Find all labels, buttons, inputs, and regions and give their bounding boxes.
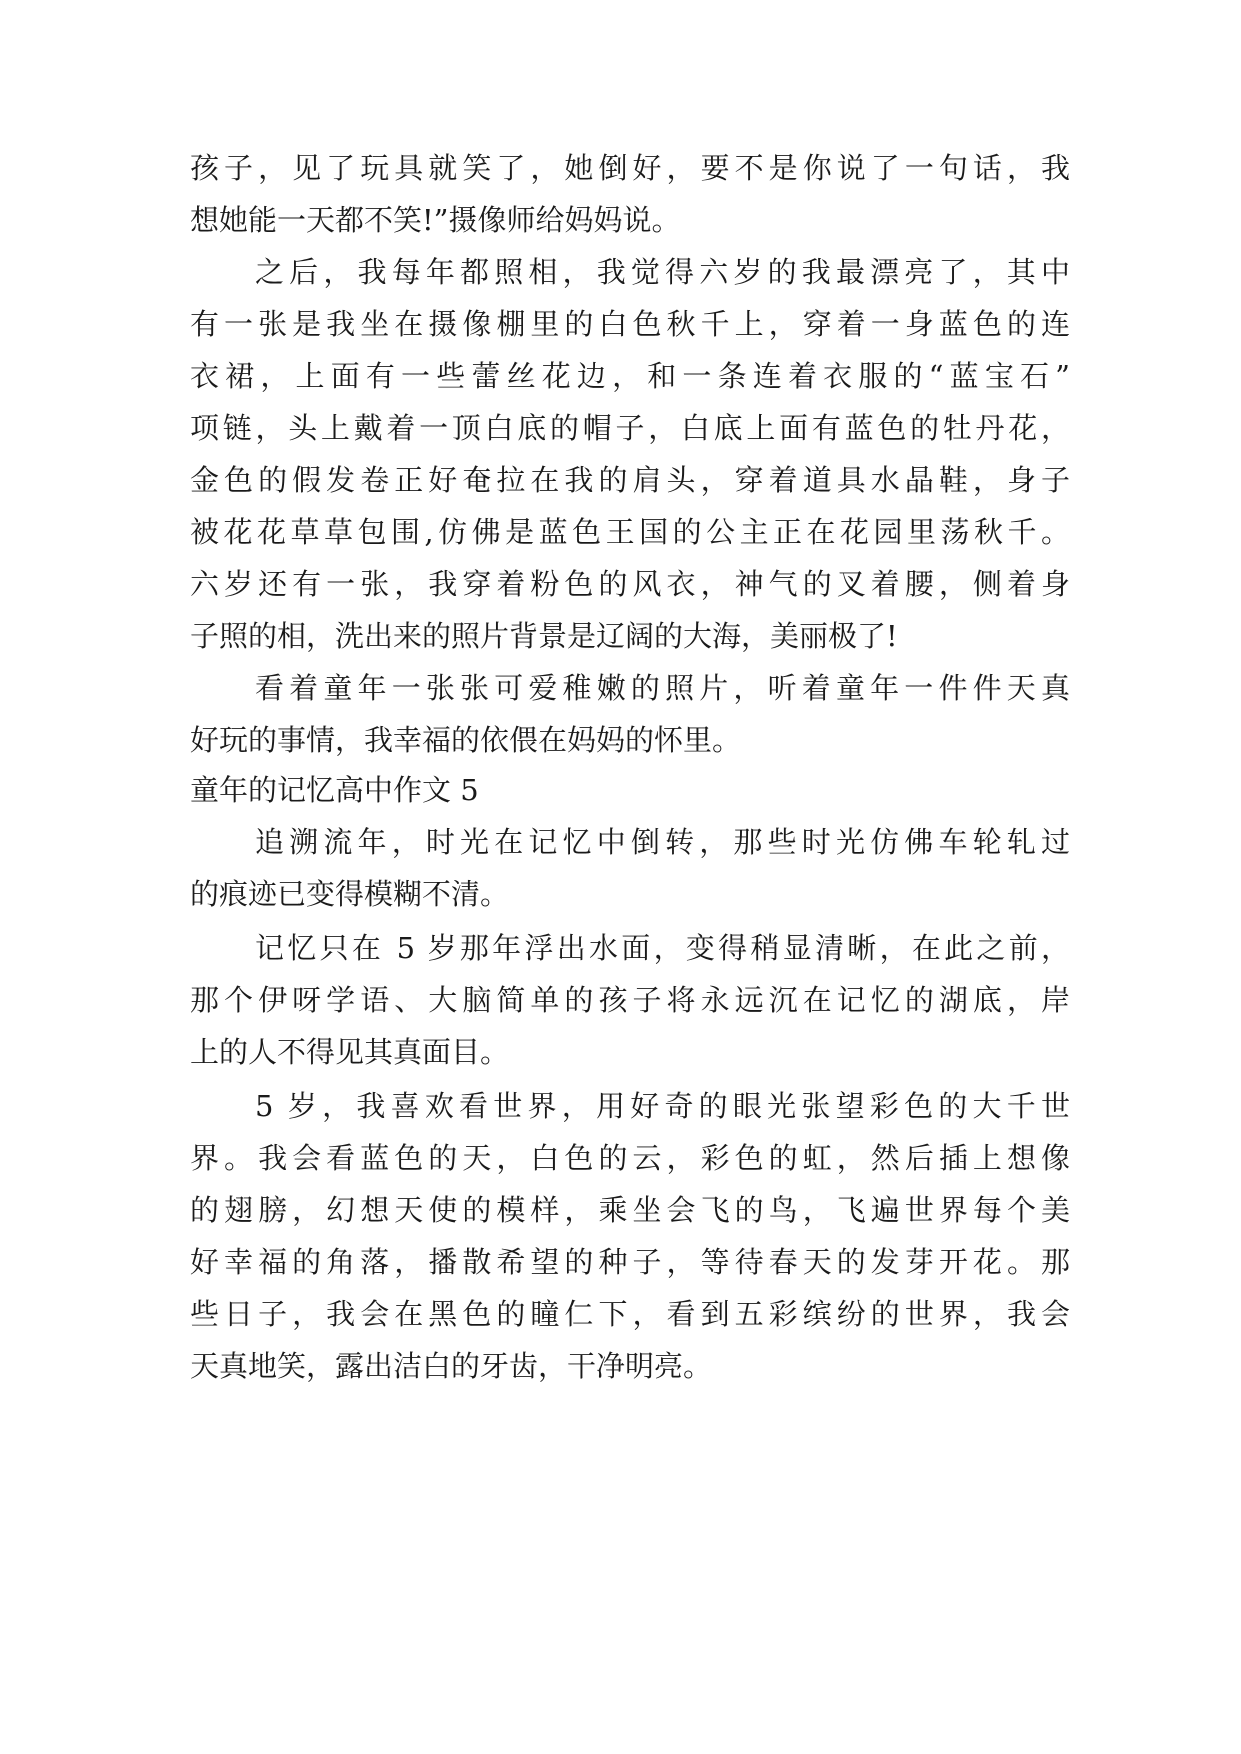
section-heading: 童年的记忆高中作文 5 (190, 773, 479, 807)
paragraph-line: 记忆只在 5 岁那年浮出水面，变得稍显清晰，在此之前， (255, 931, 1070, 965)
paragraph-line: 六岁还有一张，我穿着粉色的风衣，神气的叉着腰，侧着身 (190, 567, 1070, 601)
paragraph-line: 项链，头上戴着一顶白底的帽子，白底上面有蓝色的牡丹花， (190, 411, 1070, 445)
paragraph-line: 追溯流年，时光在记忆中倒转，那些时光仿佛车轮轧过 (255, 825, 1070, 859)
paragraph-line: 衣裙，上面有一些蕾丝花边，和一条连着衣服的“蓝宝石” (190, 359, 1070, 393)
paragraph-line: 之后，我每年都照相，我觉得六岁的我最漂亮了，其中 (255, 255, 1070, 289)
paragraph-line: 孩子，见了玩具就笑了，她倒好，要不是你说了一句话，我 (190, 151, 1070, 185)
paragraph-line: 的痕迹已变得模糊不清。 (190, 877, 510, 911)
paragraph-line: 5 岁，我喜欢看世界，用好奇的眼光张望彩色的大千世 (255, 1089, 1070, 1123)
paragraph-line: 上的人不得见其真面目。 (190, 1035, 510, 1069)
paragraph-line: 天真地笑，露出洁白的牙齿，干净明亮。 (190, 1349, 713, 1383)
paragraph-line: 想她能一天都不笑!”摄像师给妈妈说。 (190, 203, 681, 237)
paragraph-line: 被花花草草包围,仿佛是蓝色王国的公主正在花园里荡秋千。 (190, 515, 1070, 549)
paragraph-line: 好幸福的角落，播散希望的种子，等待春天的发芽开花。那 (190, 1245, 1070, 1279)
paragraph-line: 子照的相，洗出来的照片背景是辽阔的大海，美丽极了! (190, 619, 898, 653)
paragraph-line: 界。我会看蓝色的天，白色的云，彩色的虹，然后插上想像 (190, 1141, 1070, 1175)
paragraph-line: 些日子，我会在黑色的瞳仁下，看到五彩缤纷的世界，我会 (190, 1297, 1070, 1331)
paragraph-line: 看着童年一张张可爱稚嫩的照片，听着童年一件件天真 (255, 671, 1070, 705)
paragraph-line: 那个伊呀学语、大脑简单的孩子将永远沉在记忆的湖底，岸 (190, 983, 1070, 1017)
paragraph-line: 的翅膀，幻想天使的模样，乘坐会飞的鸟，飞遍世界每个美 (190, 1193, 1070, 1227)
paragraph-line: 金色的假发卷正好奄拉在我的肩头，穿着道具水晶鞋，身子 (190, 463, 1070, 497)
paragraph-line: 好玩的事情，我幸福的依偎在妈妈的怀里。 (190, 723, 742, 757)
paragraph-line: 有一张是我坐在摄像棚里的白色秋千上，穿着一身蓝色的连 (190, 307, 1070, 341)
